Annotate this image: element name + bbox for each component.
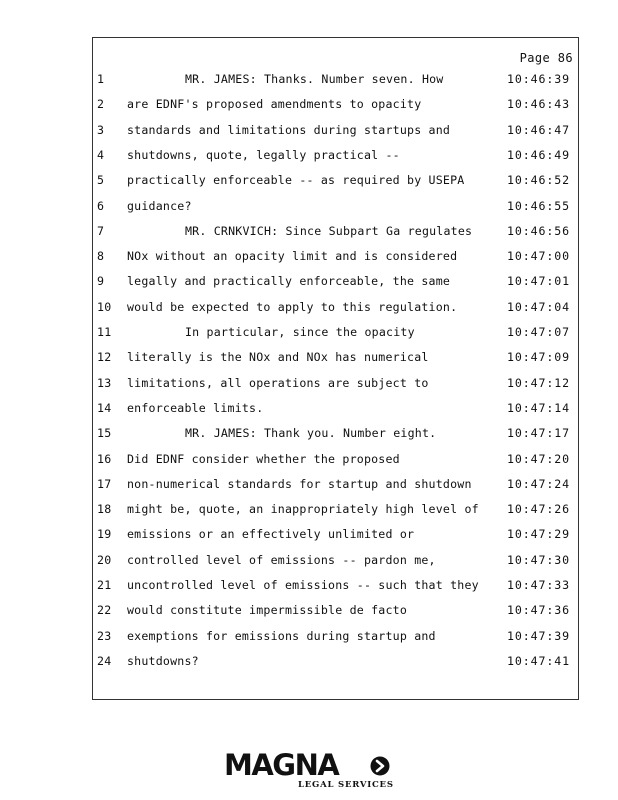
- transcript-line: [93, 374, 578, 392]
- line-timestamp: 10:47:33: [506, 578, 570, 592]
- transcript-line: [93, 247, 578, 265]
- line-number: 22: [97, 603, 112, 618]
- line-text: MR. JAMES: Thank you. Number eight.: [185, 426, 437, 441]
- line-text: In particular, since the opacity: [185, 325, 415, 339]
- transcript-line: [93, 197, 578, 215]
- logo-tagline: LEGAL SERVICES: [298, 780, 394, 790]
- line-text: non-numerical standards for startup and shutdown: [127, 476, 472, 491]
- line-number: 3: [97, 122, 105, 137]
- line-number: 23: [97, 628, 112, 643]
- line-number: 4: [97, 147, 105, 162]
- line-number: 16: [97, 451, 112, 466]
- line-text: practically enforceable -- as required by USEPA: [127, 173, 465, 188]
- transcript-line: [93, 601, 578, 619]
- line-number: 20: [97, 552, 112, 567]
- transcript-line: [93, 399, 578, 417]
- line-number: 17: [97, 476, 112, 491]
- line-timestamp: 10:46:39: [506, 72, 570, 86]
- line-timestamp: 10:47:04: [506, 299, 570, 314]
- line-timestamp: 10:47:29: [506, 527, 570, 542]
- line-number: 24: [97, 653, 112, 668]
- company-logo: [220, 748, 400, 792]
- line-number: 1: [97, 72, 105, 86]
- page-number: Page 86: [519, 51, 573, 65]
- line-timestamp: 10:46:49: [506, 147, 570, 162]
- line-text: uncontrolled level of emissions -- such that they: [127, 578, 479, 592]
- line-timestamp: 10:47:36: [506, 603, 570, 618]
- transcript-line: [93, 475, 578, 493]
- line-text: MR. JAMES: Thanks. Number seven. How: [185, 72, 444, 86]
- line-timestamp: 10:47:41: [506, 653, 570, 668]
- line-text: controlled level of emissions -- pardon me,: [127, 552, 436, 567]
- transcript-line: [93, 171, 578, 189]
- line-text: standards and limitations during startups and: [127, 122, 451, 137]
- line-timestamp: 10:47:12: [506, 375, 570, 390]
- line-number: 14: [97, 400, 112, 415]
- line-number: 18: [97, 502, 112, 517]
- line-timestamp: 10:47:09: [506, 350, 570, 365]
- transcript-line: [93, 298, 578, 316]
- line-text: would constitute impermissible de facto: [127, 603, 408, 618]
- line-number: 6: [97, 198, 105, 213]
- line-text: would be expected to apply to this regulation.: [127, 299, 458, 314]
- line-text: exemptions for emissions during startup and: [127, 628, 436, 643]
- line-text: limitations, all operations are subject to: [127, 375, 429, 390]
- transcript-line: [93, 95, 578, 113]
- line-text: legally and practically enforceable, the same: [127, 274, 451, 289]
- line-number: 21: [97, 578, 112, 592]
- line-timestamp: 10:47:20: [506, 451, 570, 466]
- transcript-line: [93, 222, 578, 240]
- line-timestamp: 10:46:56: [506, 223, 570, 238]
- line-timestamp: 10:47:07: [506, 325, 570, 339]
- line-text: enforceable limits.: [127, 400, 264, 415]
- line-number: 19: [97, 527, 112, 542]
- logo-wordmark: MAGNA: [224, 748, 339, 782]
- line-number: 12: [97, 350, 112, 365]
- line-number: 7: [97, 223, 105, 238]
- line-number: 5: [97, 173, 105, 188]
- line-number: 10: [97, 299, 112, 314]
- transcript-line: [93, 323, 578, 341]
- line-timestamp: 10:47:26: [506, 502, 570, 517]
- arrow-circle-icon: [370, 756, 390, 776]
- line-text: shutdowns, quote, legally practical --: [127, 147, 400, 162]
- transcript-line: [93, 348, 578, 366]
- line-text: literally is the NOx and NOx has numerical: [127, 350, 429, 365]
- line-number: 9: [97, 274, 105, 289]
- line-timestamp: 10:47:30: [506, 552, 570, 567]
- transcript-line: [93, 627, 578, 645]
- line-number: 2: [97, 97, 105, 112]
- line-text: guidance?: [127, 198, 192, 213]
- line-number: 11: [97, 325, 112, 339]
- transcript-line: [93, 70, 578, 88]
- line-text: might be, quote, an inappropriately high level of: [127, 502, 479, 517]
- line-number: 13: [97, 375, 112, 390]
- line-timestamp: 10:46:43: [506, 97, 570, 112]
- line-number: 8: [97, 249, 105, 264]
- transcript-page: [92, 37, 579, 700]
- transcript-line: [93, 500, 578, 518]
- line-timestamp: 10:47:14: [506, 400, 570, 415]
- transcript-line: [93, 424, 578, 442]
- line-timestamp: 10:46:47: [506, 122, 570, 137]
- transcript-line: [93, 121, 578, 139]
- line-timestamp: 10:47:01: [506, 274, 570, 289]
- line-timestamp: 10:46:55: [506, 198, 570, 213]
- transcript-line: [93, 576, 578, 594]
- line-timestamp: 10:47:00: [506, 249, 570, 264]
- line-timestamp: 10:47:39: [506, 628, 570, 643]
- transcript-line: [93, 551, 578, 569]
- line-timestamp: 10:46:52: [506, 173, 570, 188]
- line-timestamp: 10:47:17: [506, 426, 570, 441]
- line-text: Did EDNF consider whether the proposed: [127, 451, 400, 466]
- transcript-line: [93, 272, 578, 290]
- transcript-line: [93, 652, 578, 670]
- line-text: MR. CRNKVICH: Since Subpart Ga regulates: [185, 223, 473, 238]
- line-text: are EDNF's proposed amendments to opacity: [127, 97, 422, 112]
- line-text: NOx without an opacity limit and is considered: [127, 249, 458, 264]
- line-text: emissions or an effectively unlimited or: [127, 527, 415, 542]
- line-number: 15: [97, 426, 112, 441]
- line-text: shutdowns?: [127, 653, 199, 668]
- transcript-line: [93, 525, 578, 543]
- transcript-line: [93, 146, 578, 164]
- transcript-line: [93, 450, 578, 468]
- line-timestamp: 10:47:24: [506, 476, 570, 491]
